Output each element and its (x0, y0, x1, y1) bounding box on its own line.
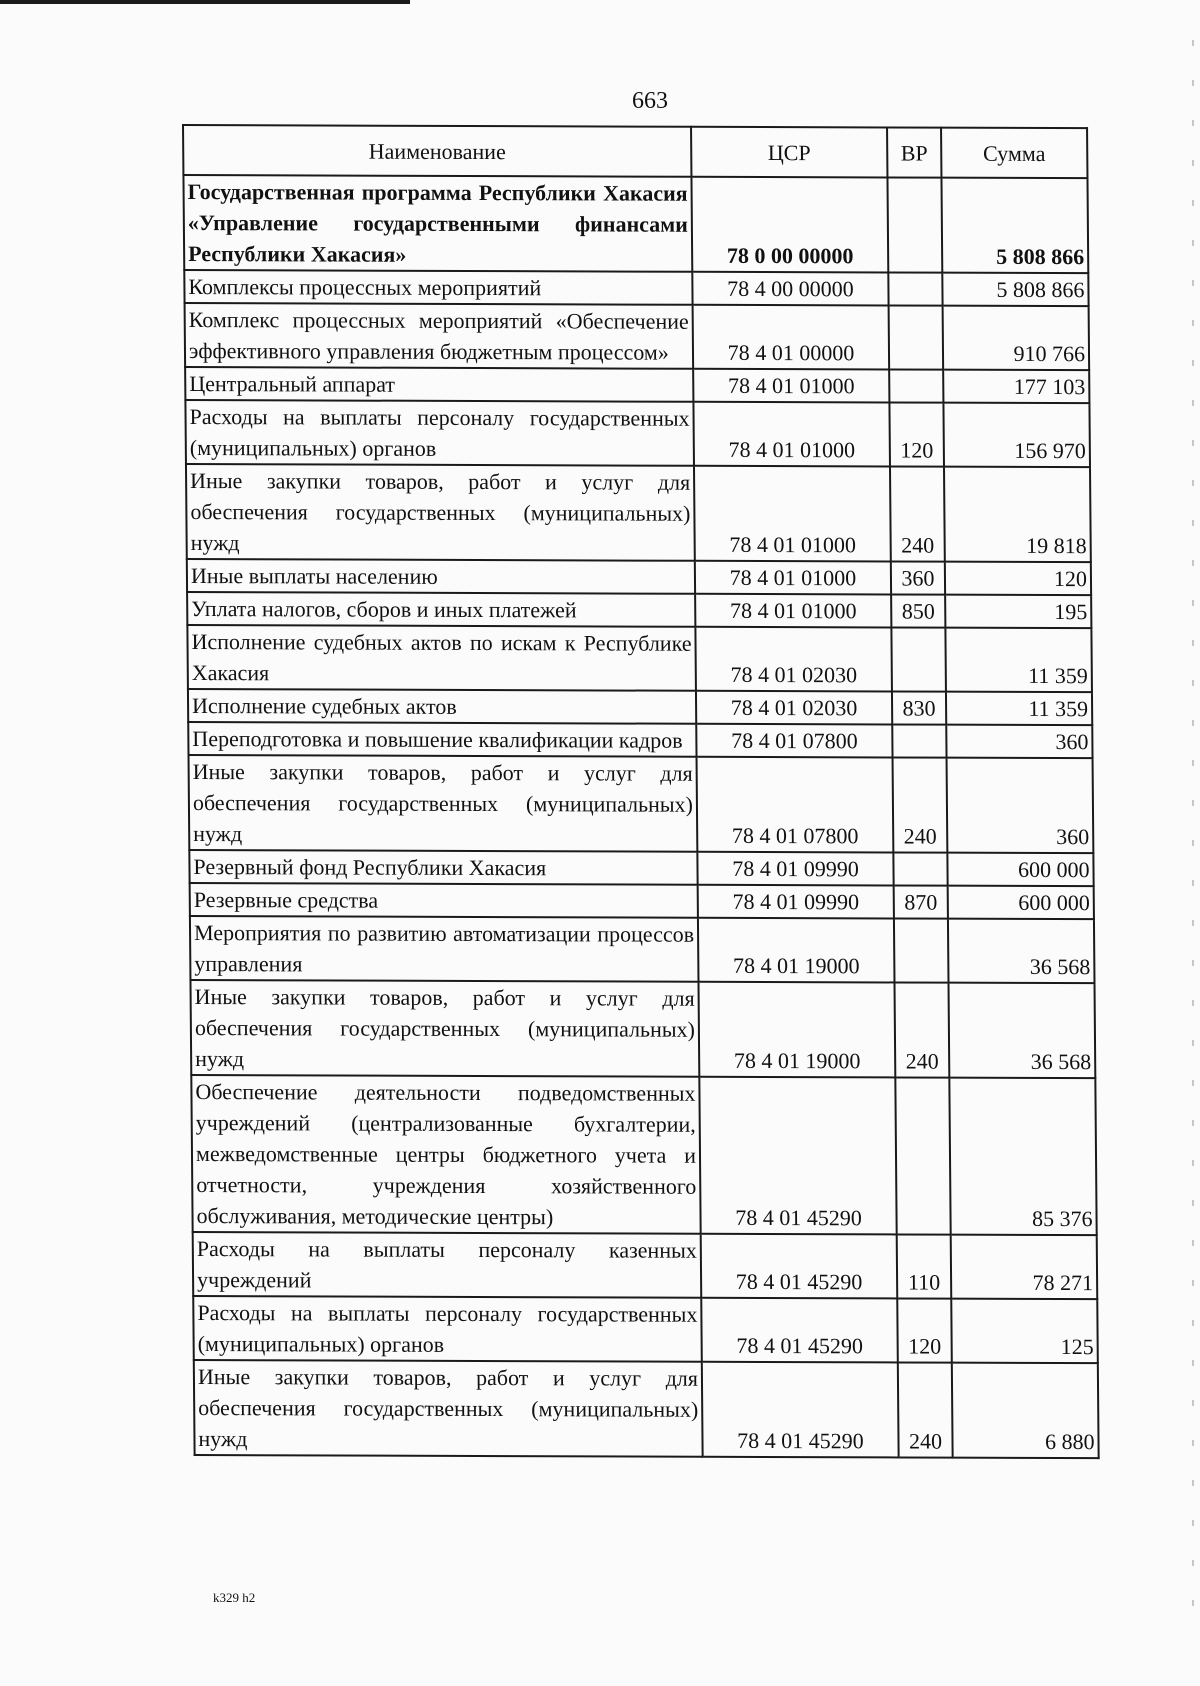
table-body (183, 175, 1098, 1458)
cell-vr (895, 1077, 950, 1234)
cell-name: Комплексы процессных мероприятий (184, 270, 692, 305)
cell-vr (893, 852, 947, 885)
cell-vr (887, 177, 942, 272)
cell-name: Расходы на выплаты персоналу государственных (муниципальных) органов (193, 1296, 702, 1362)
cell-vr: 120 (897, 1298, 952, 1362)
cell-csr: 78 4 01 09990 (698, 885, 894, 919)
cell-csr: 78 4 01 01000 (693, 402, 890, 467)
cell-name: Иные закупки товаров, работ и услуг для обеспечения государственных (муниципальных) нужд (190, 980, 699, 1077)
header-vr: ВР (887, 127, 941, 177)
table-row (185, 400, 1090, 467)
table-row (183, 175, 1088, 273)
cell-name: Иные выплаты населению (187, 559, 695, 594)
cell-name: Иные закупки товаров, работ и услуг для обеспечения государственных (муниципальных) нужд (189, 755, 698, 852)
cell-sum: 156 970 (943, 403, 1090, 468)
cell-vr: 850 (891, 594, 945, 627)
cell-vr: 240 (890, 466, 945, 561)
table-row (187, 559, 1091, 595)
cell-name: Мероприятия по развитию автоматизации процессов управления (190, 916, 699, 982)
cell-vr (888, 272, 942, 305)
cell-vr: 110 (897, 1234, 952, 1298)
cell-sum: 177 103 (943, 370, 1089, 404)
header-csr: ЦСР (691, 127, 887, 178)
cell-csr: 78 4 01 07800 (696, 724, 892, 758)
table-row (189, 850, 1093, 886)
cell-sum: 600 000 (947, 853, 1093, 887)
table-row (188, 722, 1092, 758)
scan-edge-line (0, 0, 410, 4)
header-name: Наименование (183, 125, 691, 177)
footer-code: k329 h2 (213, 1590, 256, 1605)
cell-vr: 830 (892, 691, 946, 724)
cell-csr: 78 4 01 45290 (702, 1362, 899, 1458)
cell-vr: 240 (893, 757, 948, 852)
cell-csr: 78 4 01 01000 (694, 466, 891, 562)
cell-csr: 78 4 01 09990 (697, 852, 893, 886)
table-row (185, 367, 1089, 403)
cell-sum: 910 766 (943, 306, 1090, 371)
scan-edge-noise (1192, 40, 1194, 1640)
table-row (188, 689, 1092, 725)
table-row (193, 1296, 1098, 1363)
cell-sum: 85 376 (949, 1078, 1096, 1236)
cell-name: Комплекс процессных мероприятий «Обеспечение эффективного управления бюджетным процессом» (185, 303, 694, 369)
cell-vr: 870 (894, 885, 948, 918)
table-row (189, 755, 1094, 853)
cell-csr: 78 4 01 01000 (695, 561, 891, 595)
cell-name: Резервный фонд Республики Хакасия (189, 850, 697, 885)
cell-csr: 78 0 00 00000 (691, 177, 888, 273)
cell-sum: 600 000 (948, 886, 1094, 920)
cell-sum: 360 (947, 758, 1094, 854)
table-row (187, 625, 1092, 692)
cell-name: Иные закупки товаров, работ и услуг для обеспечения государственных (муниципальных) нужд (194, 1360, 703, 1457)
cell-sum: 36 568 (948, 919, 1095, 984)
table-header-row (183, 125, 1087, 178)
cell-name: Расходы на выплаты персоналу казенных учреждений (193, 1232, 702, 1298)
cell-csr: 78 4 01 02030 (695, 627, 892, 692)
cell-vr: 240 (898, 1362, 953, 1457)
table-row (185, 303, 1090, 370)
cell-sum: 11 359 (945, 628, 1092, 693)
table-row (190, 883, 1094, 919)
cell-name: Государственная программа Республики Хакасия «Управление государственными финансами Республики Хакасия» (183, 175, 692, 272)
cell-sum: 78 271 (951, 1235, 1098, 1300)
cell-vr (891, 627, 946, 691)
cell-vr: 360 (891, 561, 945, 594)
cell-name: Переподготовка и повышение квалификации кадров (188, 722, 696, 757)
table-row (193, 1232, 1098, 1299)
cell-csr: 78 4 01 45290 (699, 1077, 896, 1235)
cell-name: Исполнение судебных актов (188, 689, 696, 724)
cell-vr (889, 305, 944, 369)
cell-csr: 78 4 01 01000 (695, 594, 891, 628)
cell-sum: 195 (945, 595, 1091, 629)
cell-csr: 78 4 00 00000 (692, 272, 888, 306)
cell-csr: 78 4 01 19000 (698, 918, 895, 983)
cell-csr: 78 4 01 19000 (698, 982, 895, 1078)
table-row (194, 1360, 1099, 1458)
cell-sum: 6 880 (952, 1363, 1099, 1459)
cell-csr: 78 4 01 45290 (701, 1234, 898, 1299)
cell-name: Резервные средства (190, 883, 698, 918)
header-sum: Сумма (941, 128, 1087, 179)
cell-csr: 78 4 01 00000 (693, 305, 890, 370)
table-row (186, 464, 1091, 562)
cell-sum: 36 568 (948, 983, 1095, 1079)
cell-sum: 120 (945, 562, 1091, 596)
table-row (190, 916, 1095, 983)
cell-sum: 360 (946, 725, 1092, 759)
cell-sum: 19 818 (944, 467, 1091, 563)
cell-vr (894, 918, 949, 982)
cell-sum: 5 808 866 (942, 273, 1088, 307)
cell-csr: 78 4 01 45290 (701, 1298, 898, 1363)
cell-name: Уплата налогов, сборов и иных платежей (187, 592, 695, 627)
cell-csr: 78 4 01 02030 (696, 691, 892, 725)
cell-name: Обеспечение деятельности подведомственных учреждений (централизованные бухгалтерии, межведомственные центры бюджетного учета и отчетности, учреждения хозяйственного обслуживания, методические центры) (191, 1075, 700, 1234)
cell-vr (889, 369, 943, 402)
cell-vr: 240 (894, 982, 949, 1077)
cell-vr: 120 (889, 402, 944, 466)
table-row (190, 980, 1095, 1078)
cell-name: Центральный аппарат (185, 367, 693, 402)
cell-name: Расходы на выплаты персоналу государственных (муниципальных) органов (185, 400, 694, 466)
cell-sum: 11 359 (946, 692, 1092, 726)
page-number: 663 (632, 88, 668, 114)
cell-csr: 78 4 01 01000 (693, 369, 889, 403)
cell-csr: 78 4 01 07800 (697, 757, 894, 853)
cell-vr (892, 724, 946, 757)
cell-name: Исполнение судебных актов по искам к Республике Хакасия (187, 625, 696, 691)
table-row (187, 592, 1091, 628)
cell-name: Иные закупки товаров, работ и услуг для обеспечения государственных (муниципальных) нужд (186, 464, 695, 561)
cell-sum: 125 (951, 1299, 1098, 1364)
table-row (191, 1075, 1096, 1235)
cell-sum: 5 808 866 (941, 178, 1088, 274)
table-row (184, 270, 1088, 306)
budget-table (182, 124, 1100, 1459)
